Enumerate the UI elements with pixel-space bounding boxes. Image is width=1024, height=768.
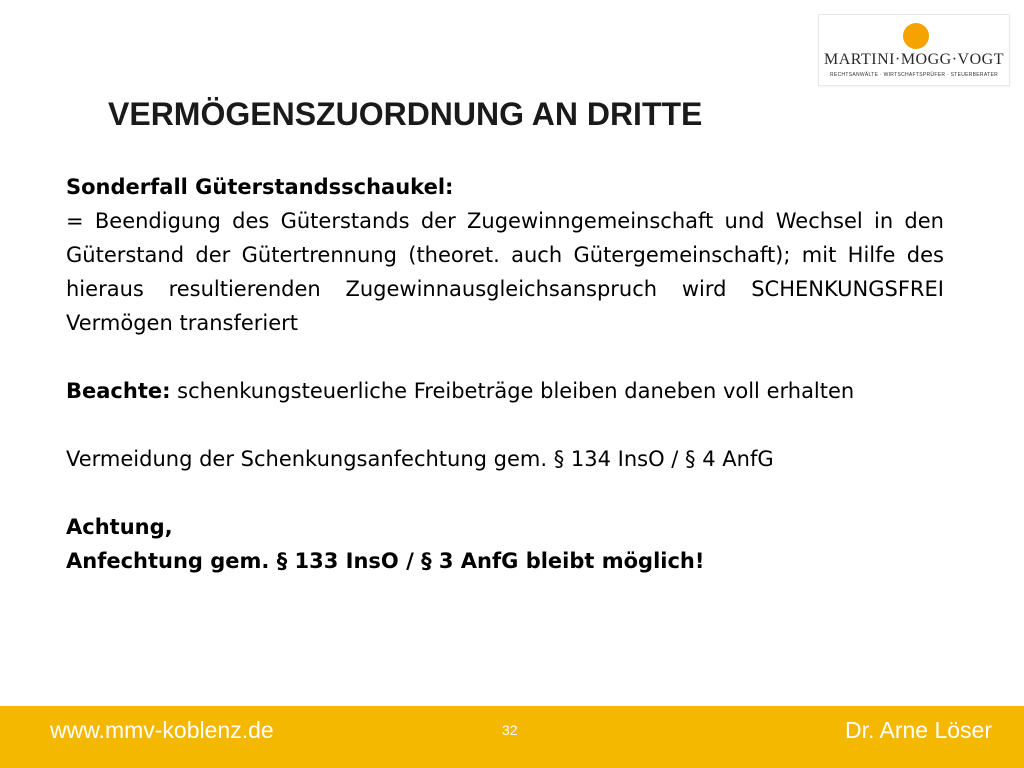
warning-heading: Achtung,: [66, 515, 173, 539]
avoidance-text: Vermeidung der Schenkungsanfechtung gem. § 134 InsO / § 4 AnfG: [66, 447, 774, 471]
note-text: schenkungsteuerliche Freibeträge bleiben daneben voll erhalten: [170, 379, 855, 403]
slide-body: [66, 170, 944, 578]
footer-url-link[interactable]: www.mmv-koblenz.de: [50, 717, 274, 743]
slide-title: VERMÖGENSZUORDNUNG AN DRITTE: [108, 96, 703, 132]
section-text: = Beendigung des Güterstands der Zugewinngemeinschaft und Wechsel in den Güterstand der Gütertrennung (theoret. auch Gütergemeinschaft); mit Hilfe des hieraus resultierenden Zugewinnausgleichsanspruch wird SCHENKUNGSFREI Vermögen transferiert: [66, 209, 944, 335]
sun-icon: [903, 23, 929, 49]
company-logo: [818, 14, 1010, 86]
page-number: 32: [502, 722, 518, 738]
logo-name: MARTINI·MOGG·VOGT: [824, 51, 1004, 68]
note-label: Beachte:: [66, 379, 171, 403]
footer-bar: [0, 706, 1024, 768]
section-heading: Sonderfall Güterstandsschaukel:: [66, 175, 454, 199]
logo-subtitle: RECHTSANWÄLTE · WIRTSCHAFTSPRÜFER · STEUERBERATER: [829, 72, 999, 78]
note-paragraph: [66, 374, 944, 408]
warning-text: Anfechtung gem. § 133 InsO / § 3 AnfG bleibt möglich!: [66, 549, 705, 573]
footer-author: Dr. Arne Löser: [844, 717, 992, 743]
